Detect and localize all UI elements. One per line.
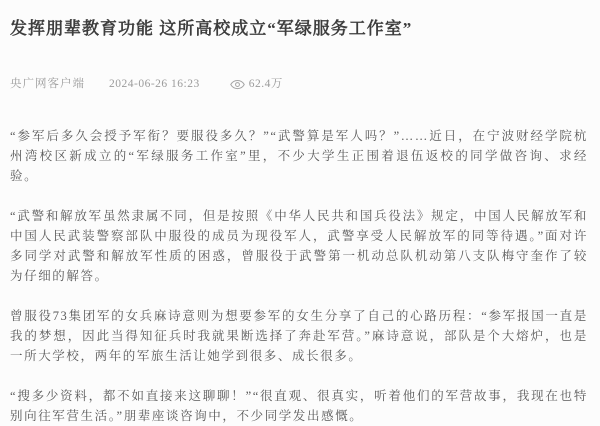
paragraph-1: “参军后多久会授予军衔？要服役多久？”“武警算是军人吗？”……近日，在宁波财经学院杭州湾校区新成立的“军绿服务工作室”里，不少大学生正围着退伍返校的同学做咨询、求经验。 xyxy=(10,129,588,183)
article-meta xyxy=(10,76,588,92)
eye-icon xyxy=(230,79,245,90)
paragraph-3: 曾服役73集团军的女兵麻诗意则为想要参军的女生分享了自己的心路历程：“参军报国一直是我的梦想，因此当得知征兵时我就果断选择了奔赴军营。”麻诗意说，部队是个大熔炉，也是一所大学校，两年的军旅生活让她学到很多、成长很多。 xyxy=(10,309,588,363)
view-count-value: 62.4万 xyxy=(248,78,283,90)
publish-datetime: 2024-06-26 16:23 xyxy=(109,78,200,90)
article-title: 发挥朋辈教育功能 这所高校成立“军绿服务工作室” xyxy=(10,19,413,38)
paragraph-2: “武警和解放军虽然隶属不同，但是按照《中华人民共和国兵役法》规定，中国人民解放军和中国人民武装警察部队中服役的成员为现役军人，武警享受人民解放军的同等待遇。”面对许多同学对武警和解放军性质的困惑，曾服役于武警第一机动总队机动第八支队梅守奎作了较为仔细的解答。 xyxy=(10,209,588,283)
source-name[interactable]: 央广网客户端 xyxy=(10,78,85,90)
view-count xyxy=(230,76,283,92)
paragraph-4: “搜多少资料，都不如直接来这聊聊！”“很直观、很真实，听着他们的军营故事，我现在也特别向往军营生活。”朋辈座谈咨询中，不少同学发出感慨。 xyxy=(10,389,588,423)
article-body xyxy=(10,126,588,426)
